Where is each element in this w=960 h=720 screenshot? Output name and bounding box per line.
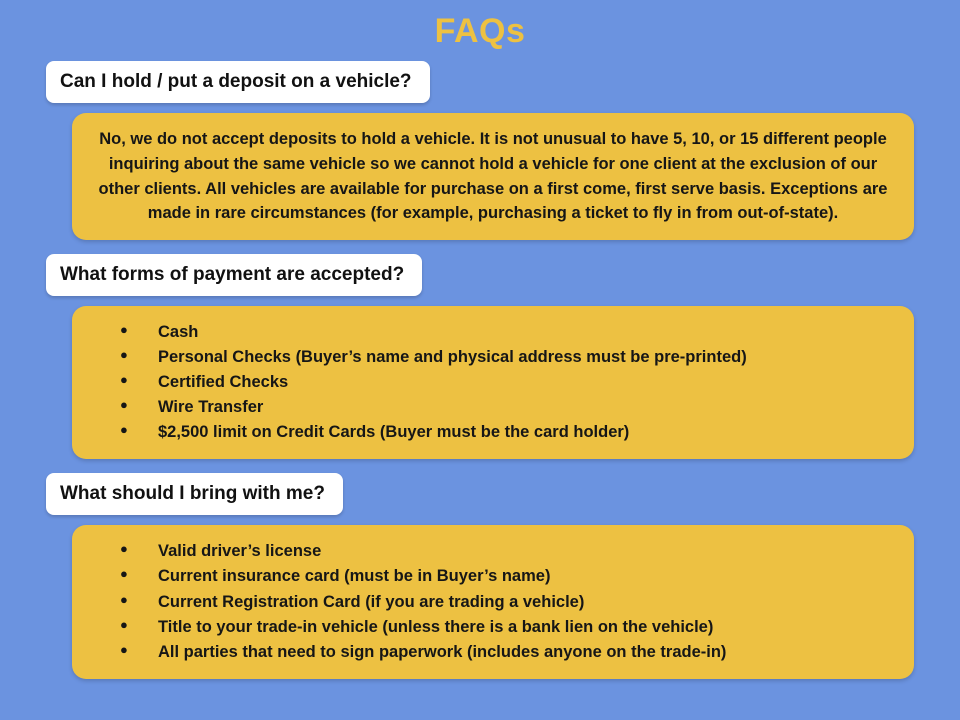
list-item: ● $2,500 limit on Credit Cards (Buyer must be the card holder) xyxy=(120,420,896,445)
faq-item-2 xyxy=(0,254,960,459)
list-item: ● Cash xyxy=(120,320,896,345)
list-item: ● Title to your trade-in vehicle (unless there is a bank lien on the vehicle) xyxy=(120,615,896,640)
list-item: ● Current insurance card (must be in Buyer’s name) xyxy=(120,564,896,589)
faq-question-2: What forms of payment are accepted? xyxy=(46,254,422,296)
list-item: ● Current Registration Card (if you are trading a vehicle) xyxy=(120,590,896,615)
list-item: ● Wire Transfer xyxy=(120,395,896,420)
payment-methods-list xyxy=(90,320,896,445)
list-item: ● Valid driver’s license xyxy=(120,539,896,564)
faq-answer-1: No, we do not accept deposits to hold a vehicle. It is not unusual to have 5, 10, or 15 different people inquiring about the same vehicle so we cannot hold a vehicle for one client at the exclusion of our other clients. All vehicles are available for purchase on a first come, first serve basis. Exceptions are made in rare circumstances (for example, purchasing a ticket to fly in from out-of-state). xyxy=(72,113,914,240)
list-item: ● All parties that need to sign paperwork (includes anyone on the trade-in) xyxy=(120,640,896,665)
list-item: ● Certified Checks xyxy=(120,370,896,395)
page-title: FAQs xyxy=(434,12,526,50)
list-item: ● Personal Checks (Buyer’s name and physical address must be pre-printed) xyxy=(120,345,896,370)
faq-item-3 xyxy=(0,473,960,678)
faq-answer-2 xyxy=(72,306,914,459)
bring-with-you-list xyxy=(90,539,896,664)
faq-question-3: What should I bring with me? xyxy=(46,473,343,515)
faq-question-1: Can I hold / put a deposit on a vehicle? xyxy=(46,61,430,103)
faq-item-1 xyxy=(0,61,960,240)
faq-answer-3 xyxy=(72,525,914,678)
